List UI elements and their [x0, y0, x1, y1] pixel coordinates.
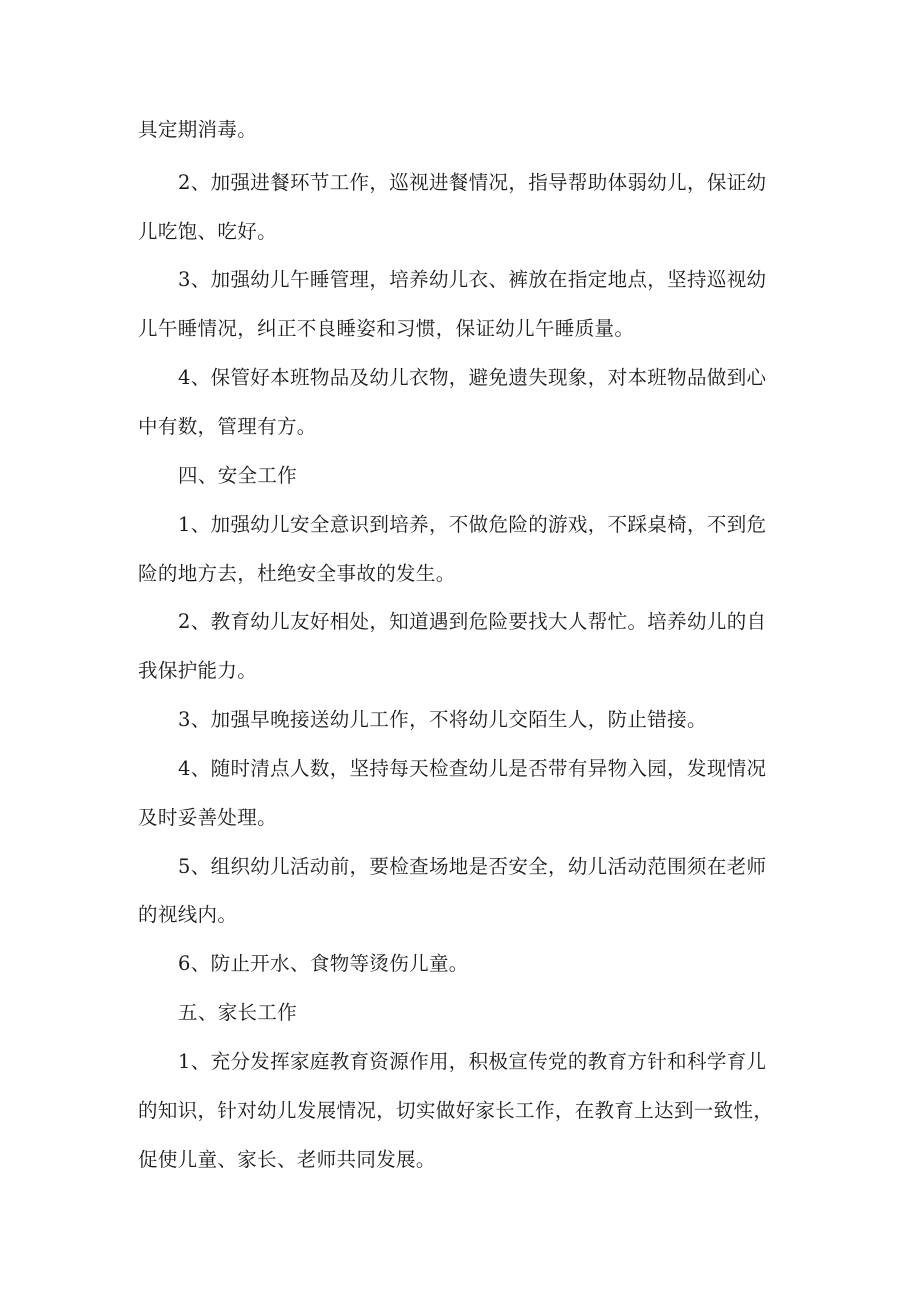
text-line-16: 5、组织幼儿活动前，要检查场地是否安全，幼儿活动范围须在老师 [178, 855, 767, 878]
text-line-20: 1、充分发挥家庭教育资源作用，积极宣传党的教育方针和科学育儿 [178, 1050, 767, 1073]
text-line-22: 促使儿童、家长、老师共同发展。 [138, 1148, 436, 1171]
text-line-11: 2、教育幼儿友好相处，知道遇到危险要找大人帮忙。培养幼儿的自 [178, 610, 767, 633]
section-heading-parents: 五、家长工作 [178, 1001, 298, 1024]
text-line-12: 我保护能力。 [138, 659, 258, 682]
text-line-10: 险的地方去，杜绝安全事故的发生。 [138, 562, 456, 585]
text-line-14: 4、随时清点人数，坚持每天检查幼儿是否带有异物入园，发现情况 [178, 757, 767, 780]
text-line-7: 中有数，管理有方。 [138, 415, 317, 438]
text-line-1: 具定期消毒。 [138, 118, 258, 141]
text-line-21: 的知识，针对幼儿发展情况，切实做好家长工作，在教育上达到一致性， [138, 1099, 774, 1122]
text-line-17: 的视线内。 [138, 903, 238, 926]
text-line-15: 及时妥善处理。 [138, 806, 277, 829]
text-line-2: 2、加强进餐环节工作，巡视进餐情况，指导帮助体弱幼儿，保证幼 [178, 171, 767, 194]
text-line-13: 3、加强早晚接送幼儿工作，不将幼儿交陌生人，防止错接。 [178, 708, 707, 731]
text-line-5: 儿午睡情况，纠正不良睡姿和习惯，保证幼儿午睡质量。 [138, 317, 635, 340]
text-line-6: 4、保管好本班物品及幼儿衣物，避免遗失现象，对本班物品做到心 [178, 366, 767, 389]
text-line-9: 1、加强幼儿安全意识到培养，不做危险的游戏，不踩桌椅，不到危 [178, 513, 767, 536]
section-heading-safety: 四、安全工作 [178, 464, 298, 487]
text-line-18: 6、防止开水、食物等烫伤儿童。 [178, 952, 469, 975]
text-line-3: 儿吃饱、吃好。 [138, 220, 277, 243]
text-line-4: 3、加强幼儿午睡管理，培养幼儿衣、裤放在指定地点，坚持巡视幼 [178, 268, 767, 291]
